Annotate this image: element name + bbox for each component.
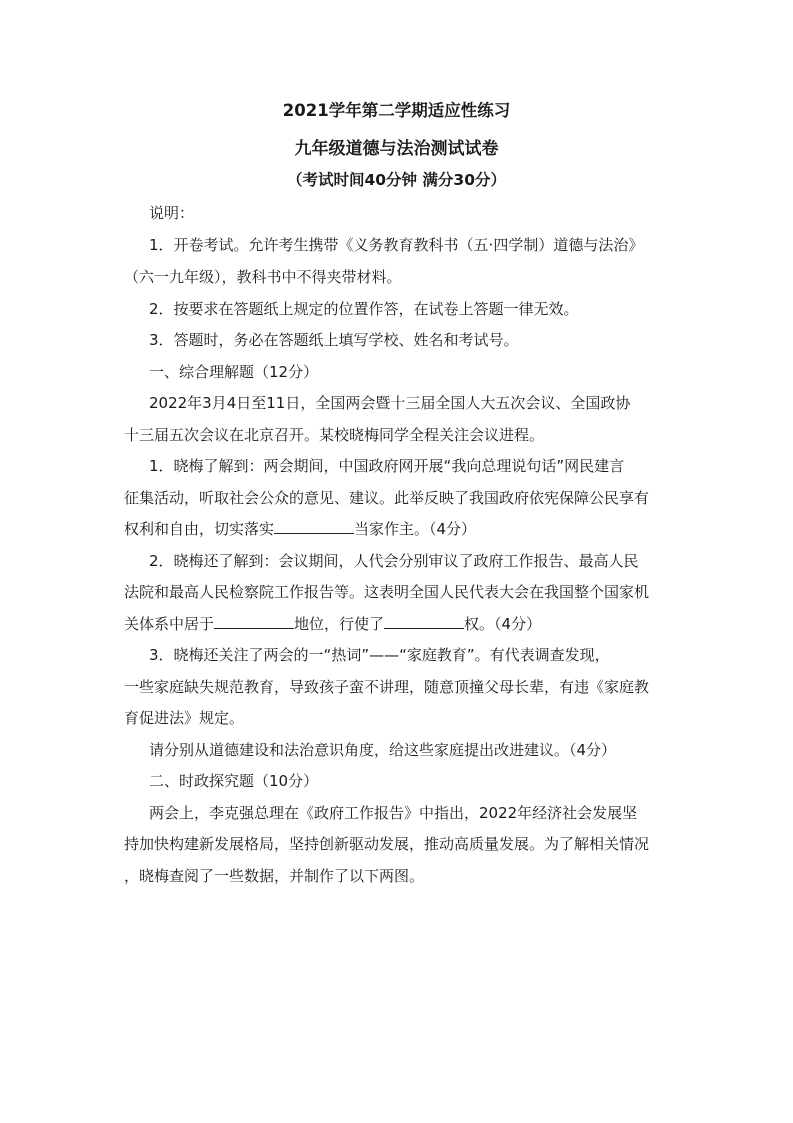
instruction-3: 3．答题时，务必在答题纸上填写学校、姓名和考试号。	[149, 331, 519, 349]
instructions-heading: 说明：	[149, 204, 195, 222]
exam-title: 2021学年第二学期适应性练习	[282, 101, 511, 120]
instruction-2: 2．按要求在答题纸上规定的位置作答，在试卷上答题一律无效。	[149, 300, 579, 318]
question3-a: 3．晓梅还关注了两会的一“热词”——“家庭教育”。有代表调查发现，	[149, 646, 610, 664]
section2-heading: 二、时政探究题（10分）	[149, 772, 319, 790]
question2-a: 2．晓梅还了解到：会议期间，人代会分别审议了政府工作报告、最高人民	[149, 552, 639, 570]
answer-blank-2	[214, 614, 294, 629]
question1-c-post: 当家作主。（4分）	[354, 520, 477, 538]
question3-b: 一些家庭缺失规范教育，导致孩子蛮不讲理，随意顶撞父母长辈，有违《家庭教	[124, 678, 650, 696]
question2-c	[124, 614, 664, 634]
question2-c-mid: 地位，行使了	[294, 615, 385, 633]
answer-blank-3	[384, 614, 464, 629]
section1-intro-a: 2022年3月4日至11日，全国两会暨十三届全国人大五次会议、全国政协	[149, 394, 631, 412]
question2-c-post: 权。（4分）	[464, 615, 542, 633]
question3-d: 请分别从道德建设和法治意识角度，给这些家庭提出改进建议。（4分）	[149, 741, 617, 759]
section1-heading: 一、综合理解题（12分）	[149, 363, 319, 381]
question3-c: 育促进法》规定。	[124, 709, 245, 727]
exam-info: （考试时间40分钟 满分30分）	[286, 171, 507, 189]
instruction-1b: （六一九年级），教科书中不得夹带材料。	[124, 268, 402, 286]
question1-b: 征集活动，听取社会公众的意见、建议。此举反映了我国政府依宪保障公民享有	[124, 489, 650, 507]
section2-para-c: ，晓梅查阅了一些数据，并制作了以下两图。	[124, 867, 425, 885]
section2-para-b: 持加快构建新发展格局，坚持创新驱动发展，推动高质量发展。为了解相关情况	[124, 835, 650, 853]
question1-c-pre: 权利和自由，切实落实	[124, 520, 275, 538]
section2-para-a: 两会上，李克强总理在《政府工作报告》中指出，2022年经济社会发展坚	[149, 804, 638, 822]
question2-c-pre: 关体系中居于	[124, 615, 215, 633]
answer-blank-1	[274, 519, 354, 534]
question1-a: 1．晓梅了解到：两会期间，中国政府网开展“我向总理说句话”网民建言	[149, 457, 625, 475]
section1-intro-b: 十三届五次会议在北京召开。某校晓梅同学全程关注会议进程。	[124, 426, 545, 444]
exam-subtitle: 九年级道德与法治测试试卷	[294, 139, 499, 159]
question2-b: 法院和最高人民检察院工作报告等。这表明全国人民代表大会在我国整个国家机	[124, 583, 650, 601]
question1-c	[124, 519, 664, 539]
instruction-1a: 1．开卷考试。允许考生携带《义务教育教科书（五·四学制）道德与法治》	[149, 236, 644, 254]
